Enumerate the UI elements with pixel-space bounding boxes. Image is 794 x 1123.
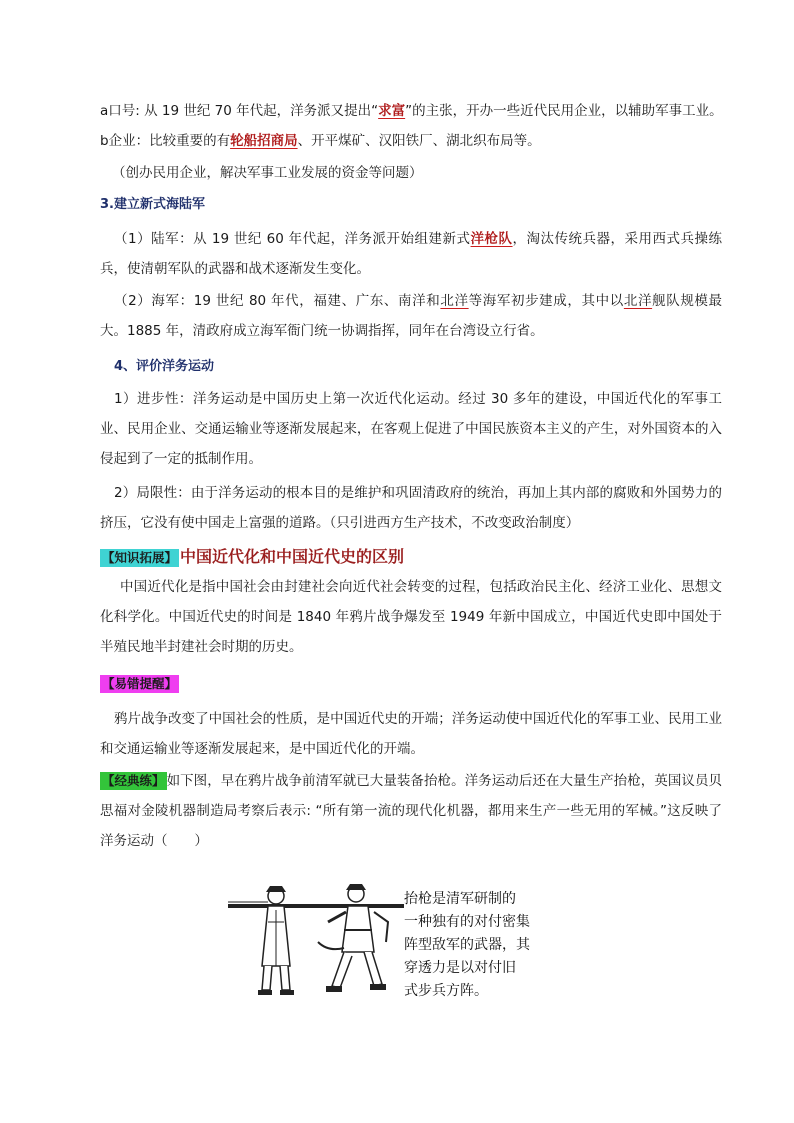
tips-tag: 【易错提醒】 (102, 676, 178, 691)
navy-text-2: 等海军初步建成，其中以 (468, 293, 624, 309)
knowledge-extension-title: 中国近代化和中国近代史的区别 (180, 547, 405, 566)
tips-body: 鸦片战争改变了中国社会的性质，是中国近代史的开端；洋务运动使中国近代化的军事工业、民用工业和交通运输业等逐渐发展起来，是中国近代化的开端。 (100, 711, 722, 757)
enterprise-paragraph (100, 126, 722, 156)
enterprise-text-end: 、开平煤矿、汉阳铁厂、湖北织布局等。 (297, 133, 541, 149)
illustration-caption: 抬枪是清军研制的 一种独有的对付密集 阵型敌军的武器，其 穿透力是以对付旧 式步兵方阵。 (404, 891, 530, 999)
exercise-text: 如下图，早在鸦片战争前清军就已大量装备抬枪。洋务运动后还在大量生产抬枪，英国议员贝思福对金陵机器制造局考察后表示: “所有第一流的现代化机器，都用来生产一些无用的军械。”这反映了洋务运动（ ） (100, 773, 722, 849)
keyword-beiyang-2: 北洋 (623, 293, 653, 309)
heading-evaluation: 4、评价洋务运动 (114, 359, 215, 374)
progressive-paragraph: 1）进步性：洋务运动是中国历史上第一次近代化运动。经过 30 多年的建设，中国近代化的军事工业、民用企业、交通运输业等逐渐发展起来，在客观上促进了中国民族资本主义的产生，对外国资本的入侵起到了一定的抵制作用。 (100, 391, 722, 467)
navy-text-3: 舰队规模最大。1885 年，清政府成立海军衙门统一协调指挥，同年在台湾设立行省。 (100, 293, 723, 339)
knowledge-extension-body: 中国近代化是指中国社会由封建社会向近代社会转变的过程，包括政治民主化、经济工业化、思想文化科学化。中国近代史的时间是 1840 年鸦片战争爆发至 1949 年新中国成立，中国近代史即中国处于半殖民地半封建社会时期的历史。 (100, 579, 722, 655)
army-paragraph (100, 224, 722, 284)
keyword-foreign-rifle-corps: 洋枪队 (470, 231, 513, 247)
navy-paragraph (100, 286, 722, 346)
knowledge-extension-header (100, 546, 404, 568)
slogan-paragraph (100, 96, 722, 126)
civil-enterprise-note: （创办民用企业，解决军事工业发展的资金等问题） (112, 165, 423, 181)
limitation-paragraph: 2）局限性：由于洋务运动的根本目的是维护和巩固清政府的统治，再加上其内部的腐败和外国势力的挤压，它没有使中国走上富强的道路。（只引进西方生产技术，不改变政治制度） (100, 485, 722, 531)
army-text: （1）陆军：从 19 世纪 60 年代起，洋务派开始组建新式 (114, 231, 471, 247)
soldiers-drawing (228, 882, 408, 1000)
gun-barrel (228, 904, 404, 908)
exercise-paragraph (100, 766, 722, 856)
slogan-text: a口号: 从 19 世纪 70 年代起，洋务派又提出“ (100, 103, 379, 119)
army-text-end: ，淘汰传统兵器，采用西式兵操练兵，使清朝军队的武器和战术逐渐发生变化。 (100, 231, 723, 277)
enterprise-text: b企业：比较重要的有 (100, 133, 231, 149)
knowledge-extension-tag: 【知识拓展】 (102, 550, 178, 565)
slogan-text-end: ”的主张，开办一些近代民用企业，以辅助军事工业。 (405, 103, 723, 119)
keyword-qiufu: 求富 (378, 103, 406, 119)
keyword-beiyang-1: 北洋 (440, 293, 469, 309)
exercise-tag: 【经典练】 (102, 773, 165, 788)
heading-new-army-navy: 3.建立新式海陆军 (100, 197, 205, 212)
tips-header (100, 672, 179, 694)
navy-text-1: （2）海军：19 世纪 80 年代，福建、广东、南洋和 (114, 293, 441, 309)
keyword-steamship-bureau: 轮船招商局 (230, 133, 298, 149)
